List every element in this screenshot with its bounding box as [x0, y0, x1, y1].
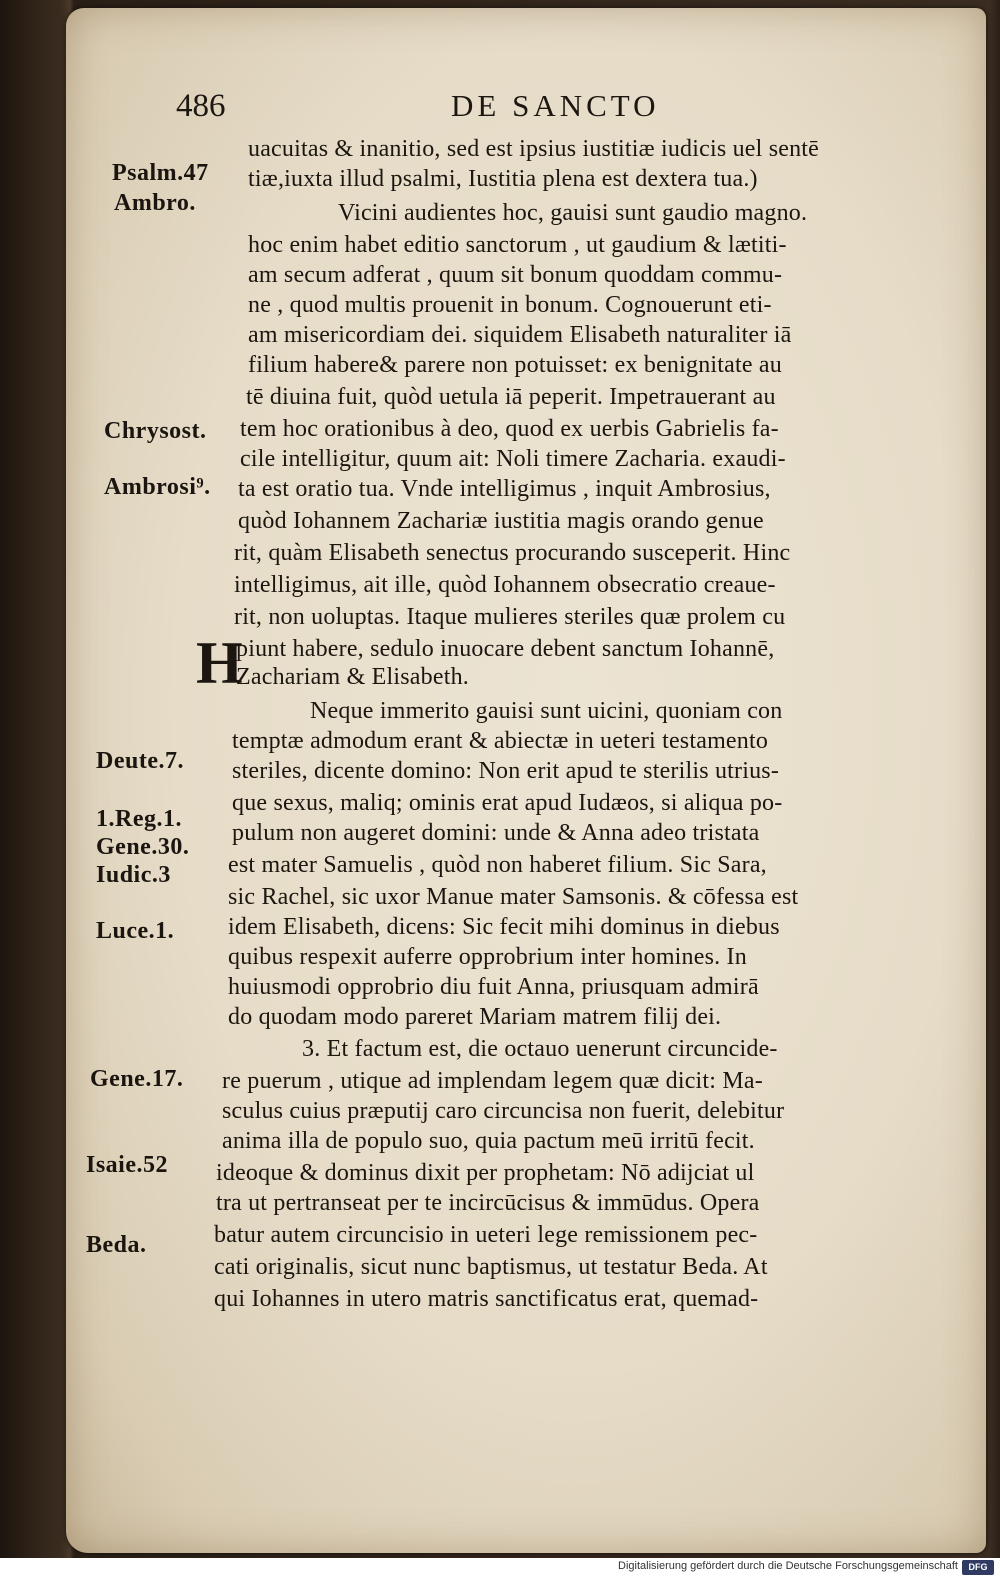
text-line: tra ut pertranseat per te incircūcisus & immūdus. Opera — [216, 1190, 760, 1216]
margin-note: Deute.7. — [96, 748, 184, 774]
text-line: que sexus, maliq; ominis erat apud Iudæos, si aliqua po- — [232, 790, 783, 816]
text-line: huiusmodi opprobrio diu fuit Anna, priusquam admirā — [228, 974, 759, 1000]
margin-note: 1.Reg.1. — [96, 806, 182, 832]
text-line: rit, non uoluptas. Itaque mulieres steriles quæ prolem cu — [234, 604, 786, 630]
margin-note: Beda. — [86, 1232, 147, 1258]
text-line: sculus cuius præputij caro circuncisa non fuerit, delebitur — [222, 1098, 785, 1124]
footer-bar — [0, 1558, 1000, 1579]
text-line: idem Elisabeth, dicens: Sic fecit mihi dominus in diebus — [228, 914, 780, 940]
text-line: am misericordiam dei. siquidem Elisabeth naturaliter iā — [248, 322, 792, 348]
running-head-title: DE SANCTO — [451, 88, 660, 123]
text-line: quòd Iohannem Zachariæ iustitia magis orando genue — [238, 508, 764, 534]
text-line: uacuitas & inanitio, sed est ipsius iustitiæ iudicis uel sentē — [248, 136, 820, 162]
margin-note: Psalm.47 — [112, 160, 209, 186]
text-line: Zachariam & Elisabeth. — [236, 664, 469, 690]
dfg-logo-icon: DFG — [962, 1560, 994, 1575]
margin-note: Chrysost. — [104, 418, 207, 444]
text-line: filium habere& parere non potuisset: ex benignitate au — [248, 352, 782, 378]
footer-credit: Digitalisierung gefördert durch die Deutsche Forschungsgemeinschaft — [618, 1560, 958, 1572]
margin-note: Ambrosi⁹. — [104, 474, 211, 500]
text-line: cile intelligitur, quum ait: Noli timere Zacharia. exaudi- — [240, 446, 786, 472]
text-line: qui Iohannes in utero matris sanctificatus erat, quemad- — [214, 1286, 759, 1312]
text-line: tē diuina fuit, quòd uetula iā peperit. Impetrauerant au — [246, 384, 776, 410]
text-line: temptæ admodum erant & abiectæ in ueteri testamento — [232, 728, 769, 754]
margin-note: Gene.30. — [96, 834, 190, 860]
text-line: rit, quàm Elisabeth senectus procurando susceperit. Hinc — [234, 540, 791, 566]
margin-note: Ambro. — [114, 190, 196, 216]
text-line: steriles, dicente domino: Non erit apud te sterilis utrius- — [232, 758, 780, 784]
text-line: quibus respexit auferre opprobrium inter homines. In — [228, 944, 747, 970]
text-line: am secum adferat , quum sit bonum quoddam commu- — [248, 262, 783, 288]
margin-note: Luce.1. — [96, 918, 175, 944]
text-line: sic Rachel, sic uxor Manue mater Samsonis. & cōfessa est — [228, 884, 799, 910]
text-line: est mater Samuelis , quòd non haberet filium. Sic Sara, — [228, 852, 767, 878]
text-line: piunt habere, sedulo inuocare debent sanctum Iohannē, — [236, 636, 775, 662]
text-line: Vicini audientes hoc, gauisi sunt gaudio magno. — [338, 200, 808, 226]
text-line: ideoque & dominus dixit per prophetam: Nō adijciat ul — [216, 1160, 755, 1186]
text-line: hoc enim habet editio sanctorum , ut gaudium & lætiti- — [248, 232, 787, 258]
text-line: pulum non augeret domini: unde & Anna adeo tristata — [232, 820, 760, 846]
drop-capital: H — [196, 630, 243, 696]
margin-note: Gene.17. — [90, 1066, 184, 1092]
text-line: anima illa de populo suo, quia pactum meū irritū fecit. — [222, 1128, 755, 1154]
text-line: ne , quod multis prouenit in bonum. Cognouerunt eti- — [248, 292, 772, 318]
text-line: Neque immerito gauisi sunt uicini, quoniam con — [310, 698, 783, 724]
text-line: tem hoc orationibus à deo, quod ex uerbis Gabrielis fa- — [240, 416, 779, 442]
page-number: 486 — [176, 88, 226, 124]
text-line: batur autem circuncisio in ueteri lege remissionem pec- — [214, 1222, 758, 1248]
text-line: cati originalis, sicut nunc baptismus, ut testatur Beda. At — [214, 1254, 768, 1280]
text-line: 3. Et factum est, die octauo uenerunt circuncide- — [302, 1036, 778, 1062]
text-line: do quodam modo pareret Mariam matrem filij dei. — [228, 1004, 722, 1030]
text-line: re puerum , utique ad implendam legem quæ dicit: Ma- — [222, 1068, 763, 1094]
margin-note: Isaie.52 — [86, 1152, 168, 1178]
margin-note: Iudic.3 — [96, 862, 171, 888]
text-line: tiæ,iuxta illud psalmi, Iustitia plena est dextera tua.) — [248, 166, 758, 192]
text-line: ta est oratio tua. Vnde intelligimus , inquit Ambrosius, — [238, 476, 771, 502]
text-line: intelligimus, ait ille, quòd Iohannem obsecratio creaue- — [234, 572, 776, 598]
